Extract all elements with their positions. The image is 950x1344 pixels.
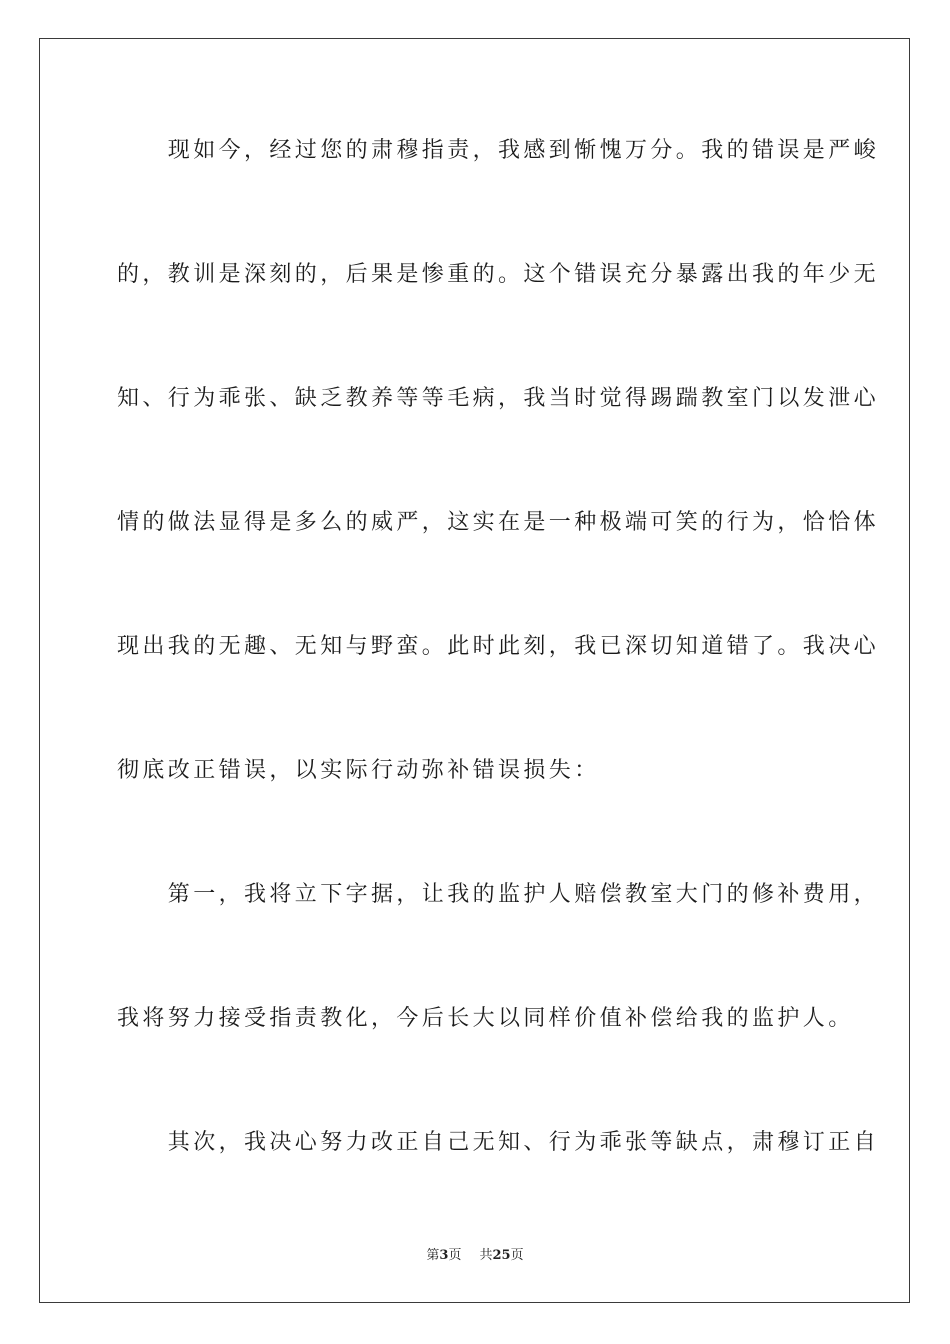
total-pages-unit: 页 [510, 1248, 524, 1263]
page-border [39, 38, 910, 1303]
page-number-unit: 页 [448, 1248, 462, 1263]
page-footer [0, 1247, 950, 1265]
text-line: 彻底改正错误，以实际行动弥补错误损失： [117, 758, 600, 783]
text-line: 现如今，经过您的肃穆指责，我感到惭愧万分。我的错误是严峻 [117, 138, 880, 163]
total-pages-number: 25 [492, 1248, 511, 1263]
text-line: 第一，我将立下字据，让我的监护人赔偿教室大门的修补费用， [117, 882, 880, 907]
text-line: 的，教训是深刻的，后果是惨重的。这个错误充分暴露出我的年少无 [117, 262, 880, 287]
text-line: 知、行为乖张、缺乏教养等等毛病，我当时觉得踢踹教室门以发泄心 [117, 386, 880, 411]
page-number-prefix: 第 [426, 1248, 440, 1263]
text-line: 我将努力接受指责教化，今后长大以同样价值补偿给我的监护人。 [117, 1006, 854, 1031]
total-pages-prefix: 共 [479, 1248, 493, 1263]
text-line: 其次，我决心努力改正自己无知、行为乖张等缺点，肃穆订正自 [117, 1130, 880, 1155]
current-page-number: 3 [439, 1248, 449, 1263]
text-line: 现出我的无趣、无知与野蛮。此时此刻，我已深切知道错了。我决心 [117, 634, 880, 659]
text-line: 情的做法显得是多么的威严，这实在是一种极端可笑的行为，恰恰体 [117, 510, 880, 535]
